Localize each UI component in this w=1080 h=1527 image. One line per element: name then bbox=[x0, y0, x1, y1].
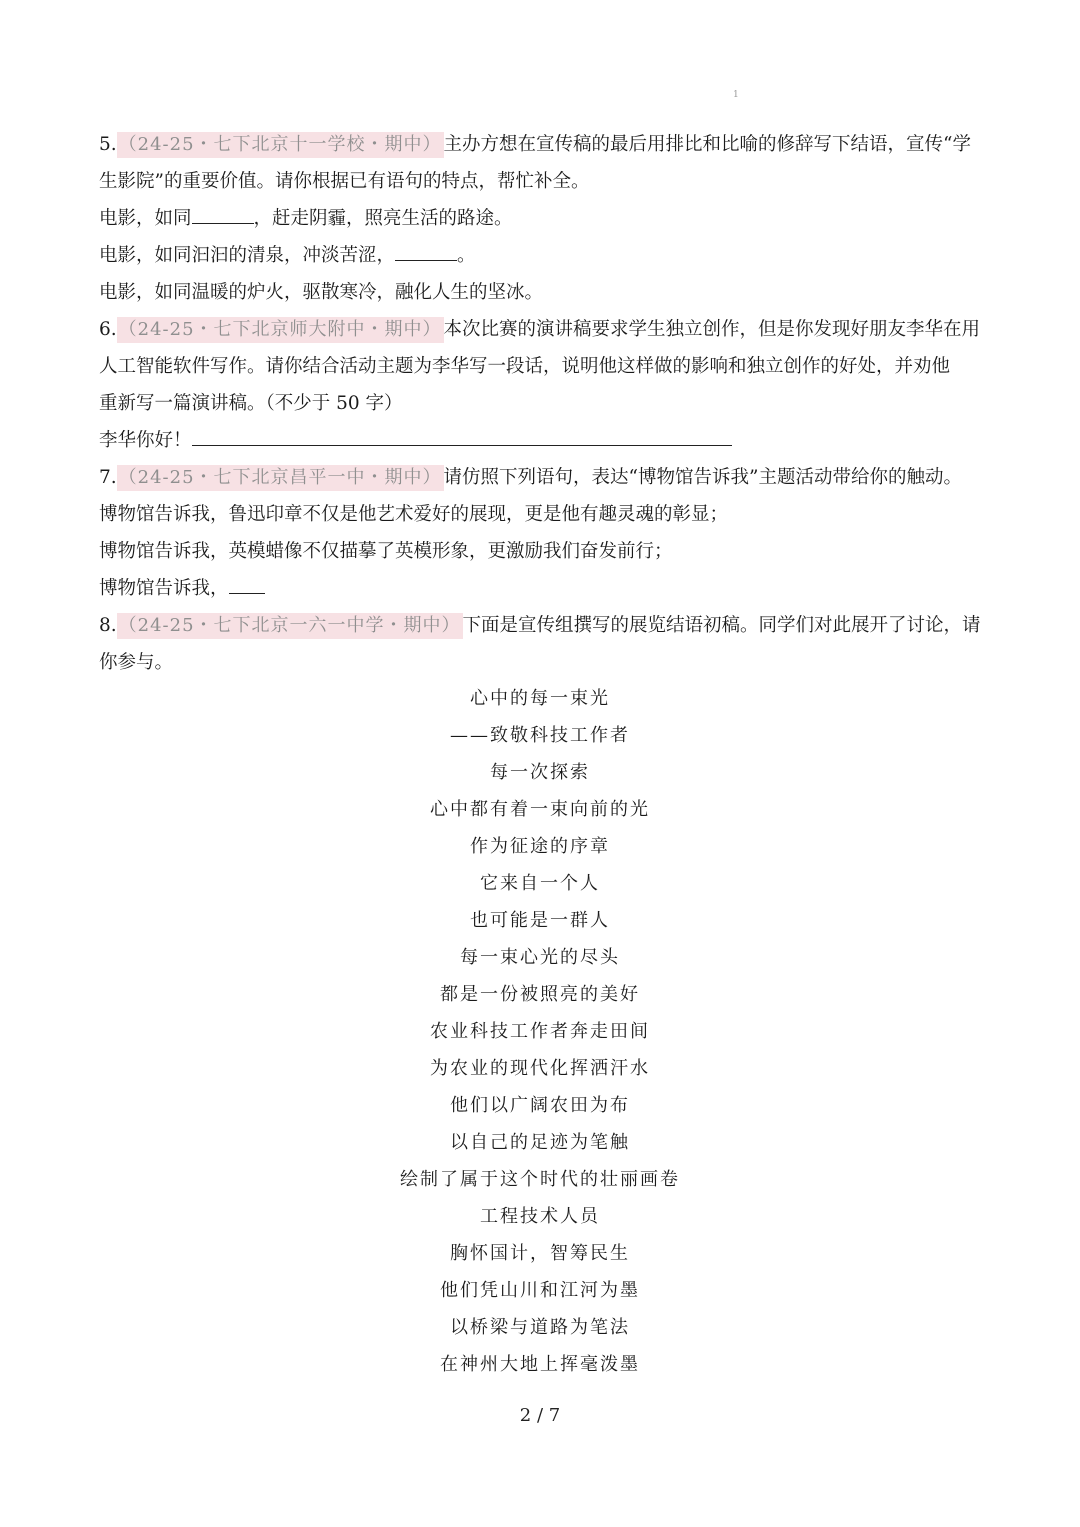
q7-number: 7. bbox=[99, 467, 117, 488]
q8-number: 8. bbox=[99, 615, 117, 636]
poem-title: 心中的每一束光 bbox=[470, 688, 610, 709]
q7-line-2: 博物馆告诉我，鲁迅印章不仅是他艺术爱好的展现，更是他有趣灵魂的彰显； bbox=[99, 504, 729, 525]
poem-line: 作为征途的序章 bbox=[470, 836, 610, 857]
q6-line-2: 人工智能软件写作。请你结合活动主题为李华写一段话，说明他这样做的影响和独立创作的好处，并劝他 bbox=[99, 356, 951, 377]
q7-prompt-a: 请仿照下列语句，表达“博物馆告诉我”主题活动带给你的触动。 bbox=[443, 467, 962, 488]
poem bbox=[0, 680, 1080, 1383]
poem-line: 都是一份被照亮的美好 bbox=[440, 984, 640, 1005]
q6-line-1 bbox=[99, 311, 989, 348]
poem-line: 工程技术人员 bbox=[480, 1206, 600, 1227]
question-content bbox=[99, 126, 989, 681]
q8-line-2: 你参与。 bbox=[99, 652, 174, 673]
poem-line: 他们凭山川和江河为墨 bbox=[440, 1280, 640, 1301]
q5-blank1-suffix: ，赶走阴霾，照亮生活的路途。 bbox=[253, 208, 513, 229]
poem-line: 胸怀国计，智筹民生 bbox=[450, 1243, 630, 1264]
q8-line-1 bbox=[99, 607, 989, 644]
poem-line: 在神州大地上挥毫泼墨 bbox=[440, 1354, 640, 1375]
poem-line: 绘制了属于这个时代的壮丽画卷 bbox=[400, 1169, 680, 1190]
q7-line-3: 博物馆告诉我，英模蜡像不仅描摹了英模形象，更激励我们奋发前行； bbox=[99, 541, 673, 562]
page-number: 2 / 7 bbox=[519, 1405, 561, 1426]
q5-prompt-a: 主办方想在宣传稿的最后用排比和比喻的修辞写下结语，宣传“学 bbox=[443, 134, 972, 155]
q7-source-tag: （24-25・七下北京昌平一中・期中） bbox=[117, 465, 444, 491]
q5-blank2-suffix: 。 bbox=[457, 245, 476, 266]
q6-line-3: 重新写一篇演讲稿。（不少于 50 字） bbox=[99, 393, 403, 414]
poem-line: 农业科技工作者奔走田间 bbox=[430, 1021, 650, 1042]
poem-line: 以自己的足迹为笔触 bbox=[450, 1132, 630, 1153]
poem-subtitle: ——致敬科技工作者 bbox=[450, 725, 630, 746]
poem-line: 以桥梁与道路为笔法 bbox=[450, 1317, 630, 1338]
q6-line-4 bbox=[99, 422, 989, 459]
q5-number: 5. bbox=[99, 134, 117, 155]
poem-line: 每一束心光的尽头 bbox=[460, 947, 620, 968]
q5-line-5: 电影，如同温暖的炉火，驱散寒冷，融化人生的坚冰。 bbox=[99, 282, 544, 303]
q7-line-1 bbox=[99, 459, 989, 496]
q5-answer-blank-1[interactable] bbox=[192, 222, 254, 224]
q5-line-4 bbox=[99, 237, 989, 274]
q6-prompt-a: 本次比赛的演讲稿要求学生独立创作，但是你发现好朋友李华在用 bbox=[443, 319, 981, 340]
q8-source-tag: （24-25・七下北京一六一中学・期中） bbox=[117, 613, 463, 639]
poem-line: 它来自一个人 bbox=[480, 873, 600, 894]
q6-answer-blank[interactable] bbox=[192, 444, 732, 446]
q6-number: 6. bbox=[99, 319, 117, 340]
poem-line: 心中都有着一束向前的光 bbox=[430, 799, 650, 820]
q5-blank1-prefix: 电影，如同 bbox=[99, 208, 192, 229]
q7-answer-blank[interactable] bbox=[229, 592, 265, 594]
poem-line: 为农业的现代化挥洒汗水 bbox=[430, 1058, 650, 1079]
poem-line: 也可能是一群人 bbox=[470, 910, 610, 931]
poem-line: 他们以广阔农田为布 bbox=[450, 1095, 630, 1116]
q5-line-3 bbox=[99, 200, 989, 237]
q5-answer-blank-2[interactable] bbox=[395, 259, 457, 261]
q5-blank2-prefix: 电影，如同汩汩的清泉，冲淡苦涩， bbox=[99, 245, 396, 266]
header-mark: 1 bbox=[733, 90, 739, 100]
q5-line-1 bbox=[99, 126, 989, 163]
poem-line: 每一次探索 bbox=[490, 762, 590, 783]
q7-line-4 bbox=[99, 570, 989, 607]
q6-answer-prefix: 李华你好！ bbox=[99, 430, 192, 451]
q5-line-2: 生影院”的重要价值。请你根据已有语句的特点，帮忙补全。 bbox=[99, 171, 590, 192]
q8-prompt-a: 下面是宣传组撰写的展览结语初稿。同学们对此展开了讨论，请 bbox=[462, 615, 981, 636]
q5-source-tag: （24-25・七下北京十一学校・期中） bbox=[117, 132, 444, 158]
q7-answer-prefix: 博物馆告诉我， bbox=[99, 578, 229, 599]
q6-source-tag: （24-25・七下北京师大附中・期中） bbox=[117, 317, 444, 343]
